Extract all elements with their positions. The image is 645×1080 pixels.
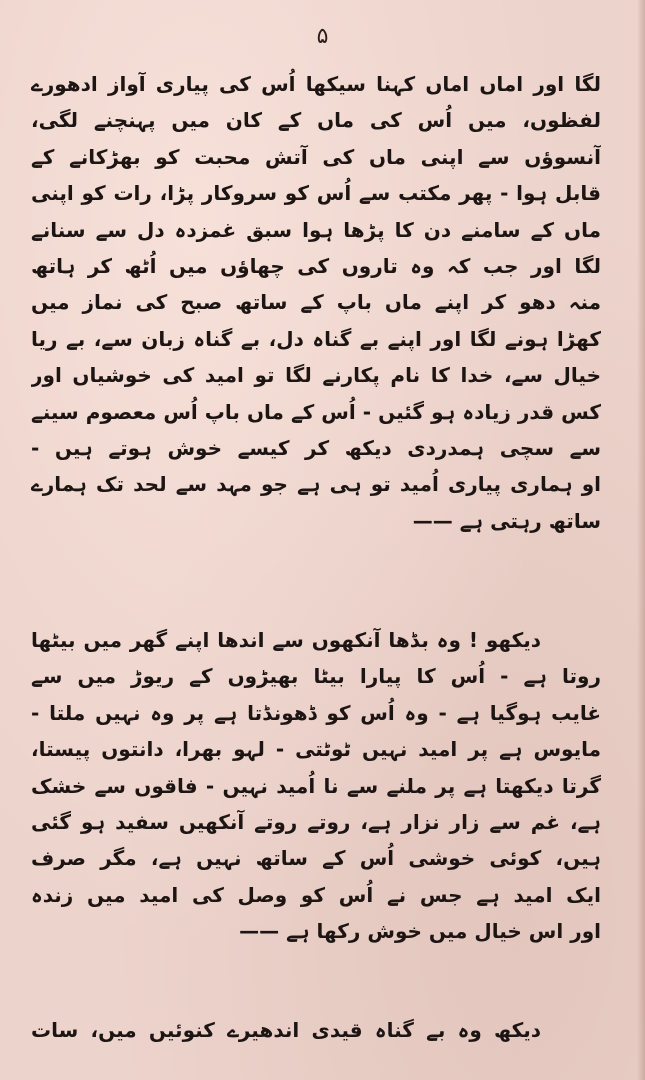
text-line: منہ دھو کر اپنے ماں باپ کے ساتھ صبح کی نماز میں: [31, 290, 601, 315]
paragraph-1: [31, 66, 601, 539]
text-line: غایب ہوگیا ہے - وہ اُس کو ڈھونڈتا ہے پر وہ نہیں ملتا -: [31, 700, 601, 725]
text-line: او ہماری پیاری اُمید تو ہی ہے جو مہد سے لحد تک ہمارے: [31, 472, 601, 497]
text-line: سے سچی ہمدردی دیکھ کر کیسے خوش ہوتے ہیں -: [31, 435, 601, 460]
page-number: ۵: [316, 24, 329, 49]
page-edge: [637, 0, 645, 1080]
text-line: مایوس ہے پر امید نہیں ٹوٹتی - لہو بھرا، دانتوں پیستا،: [31, 737, 601, 762]
text-line: قابل ہوا - پھر مکتب سے اُس کو سروکار پڑا، رات کو اپنی: [31, 181, 601, 206]
paragraph-3: [31, 1012, 601, 1048]
text-line: کھڑا ہونے لگا اور اپنے بے گناہ دل، بے گناہ زبان سے، بے ریا: [31, 326, 601, 351]
text-line: لفظوں، میں اُس کی ماں کے کان میں پہنچنے لگی،: [31, 108, 601, 133]
text-line: کس قدر زیادہ ہو گئیں - اُس کے ماں باپ اُس معصوم سینے: [31, 399, 601, 424]
text-line: لگا اور جب کہ وہ تاروں کی چھاؤں میں اُٹھ کر ہاتھ: [31, 253, 601, 278]
text-line: روتا ہے - اُس کا پیارا بیٹا بھیڑوں کے ریوڑ میں سے: [31, 664, 601, 689]
text-line: ہیں، کوئی خوشی اُس کے ساتھ نہیں ہے، مگر صرف: [31, 846, 601, 871]
paragraph-2: [31, 622, 601, 950]
text-line: خیال سے، خدا کا نام پکارنے لگا تو امید کی خوشیاں اور: [31, 363, 601, 388]
text-line: دیکھو ! وہ بڈھا آنکھوں سے اندھا اپنے گھر میں بیٹھا: [31, 628, 541, 652]
text-line: ایک امید ہے جس نے اُس کو وصل کی امید میں زندہ: [31, 882, 601, 907]
text-line: گرتا دیکھتا ہے پر ملنے سے نا اُمید نہیں - فاقوں سے خشک: [31, 773, 601, 798]
text-line: دیکھ وہ بے گناہ قیدی اندھیرے کنوئیں میں، سات: [31, 1018, 541, 1042]
text-line: ساتھ رہتی ہے ——: [412, 508, 601, 533]
text-line: ہے، غم سے زار نزار ہے، روتے روتے آنکھیں سفید ہو گئی: [31, 809, 601, 834]
text-line: لگا اور اماں اماں کہنا سیکھا اُس کی پیاری آواز ادھورے: [31, 72, 601, 96]
text-line: اور اس خیال میں خوش رکھا ہے ——: [239, 919, 601, 944]
text-line: آنسوؤں سے اپنی ماں کی آتش محبت کو بھڑکانے کے: [31, 144, 601, 169]
text-line: ماں کے سامنے دن کا پڑھا ہوا سبق غمزدہ دل سے سنانے: [31, 217, 601, 242]
